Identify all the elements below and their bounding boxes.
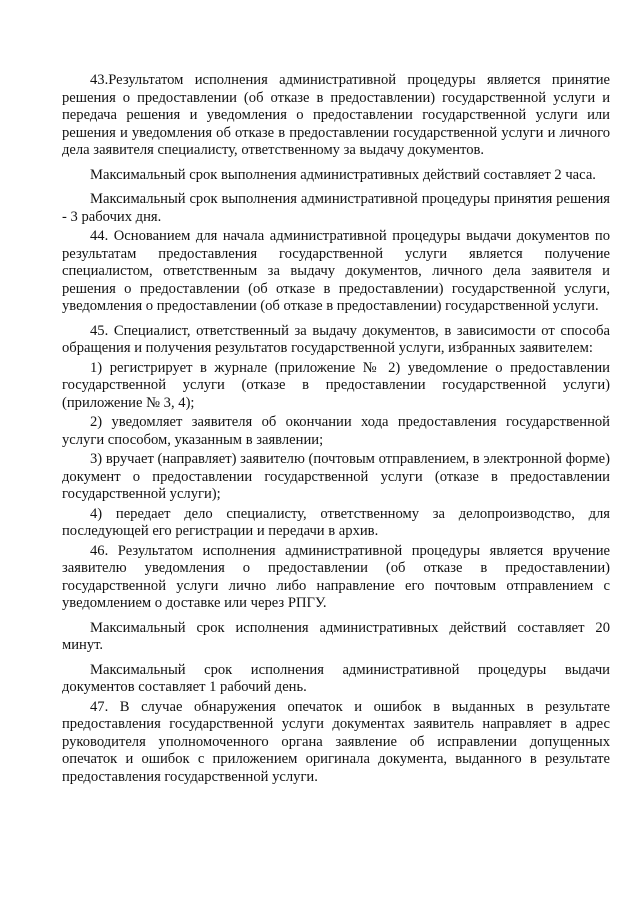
paragraph-46: 46. Результатом исполнения административной процедуры является вручение заявителю уведомления о предоставлении (об отказе в предоставлении) государственной услуги лично либо направление его почтовым отправлением с уведомлением о доставке или через РПГУ. bbox=[62, 542, 610, 611]
list-item-2: 2) уведомляет заявителя об окончании хода предоставления государственной услуги способом, указанным в заявлении; bbox=[62, 414, 610, 448]
document-page bbox=[62, 72, 610, 786]
paragraph-max-time-20-minutes: Максимальный срок исполнения административных действий составляет 20 минут. bbox=[62, 619, 610, 653]
paragraph-45: 45. Специалист, ответственный за выдачу документов, в зависимости от способа обращения и получения результатов государственной услуги, избранных заявителем: bbox=[62, 322, 610, 356]
list-item-4: 4) передает дело специалисту, ответственному за делопроизводство, для последующей его регистрации и передачи в архив. bbox=[62, 505, 610, 539]
paragraph-47: 47. В случае обнаружения опечаток и ошибок в выданных в результате предоставления государственной услуги документах заявитель направляет в адрес руководителя уполномоченного органа заявление об исправлении допущенных опечаток и ошибок с приложением оригинала документа, выданного в результате предоставления государственной услуги. bbox=[62, 698, 610, 785]
list-item-1: 1) регистрирует в журнале (приложение № 2) уведомление о предоставлении государственной услуги (отказе в предоставлении государственной услуги) (приложение № 3, 4); bbox=[62, 359, 610, 411]
paragraph-max-time-3-days: Максимальный срок выполнения административной процедуры принятия решения - 3 рабочих дня. bbox=[62, 191, 610, 225]
paragraph-max-time-2-hours: Максимальный срок выполнения административных действий составляет 2 часа. bbox=[90, 166, 596, 183]
paragraph-max-time-1-day: Максимальный срок исполнения административной процедуры выдачи документов составляет 1 рабочий день. bbox=[62, 661, 610, 695]
paragraph-43: 43.Результатом исполнения административной процедуры является принятие решения о предоставлении (об отказе в предоставлении) государственной услуги и передача решения и уведомления о предоставлении государственной услуги или решения и уведомления об отказе в предоставлении государственной услуги и личного дела заявителя специалисту, ответственному за выдачу документов. bbox=[62, 72, 610, 158]
list-item-3: 3) вручает (направляет) заявителю (почтовым отправлением, в электронной форме) документ о предоставлении государственной услуги (отказе в предоставлении государственной услуги); bbox=[62, 451, 610, 502]
paragraph-44: 44. Основанием для начала административной процедуры выдачи документов по результатам предоставления государственной услуги является получение специалистом, ответственным за выдачу документов, личного дела заявителя и решения о предоставлении (об отказе в предоставлении) государственной услуги, уведомления о предоставлении (об отказе в предоставлении) государственной услуги. bbox=[62, 228, 610, 314]
